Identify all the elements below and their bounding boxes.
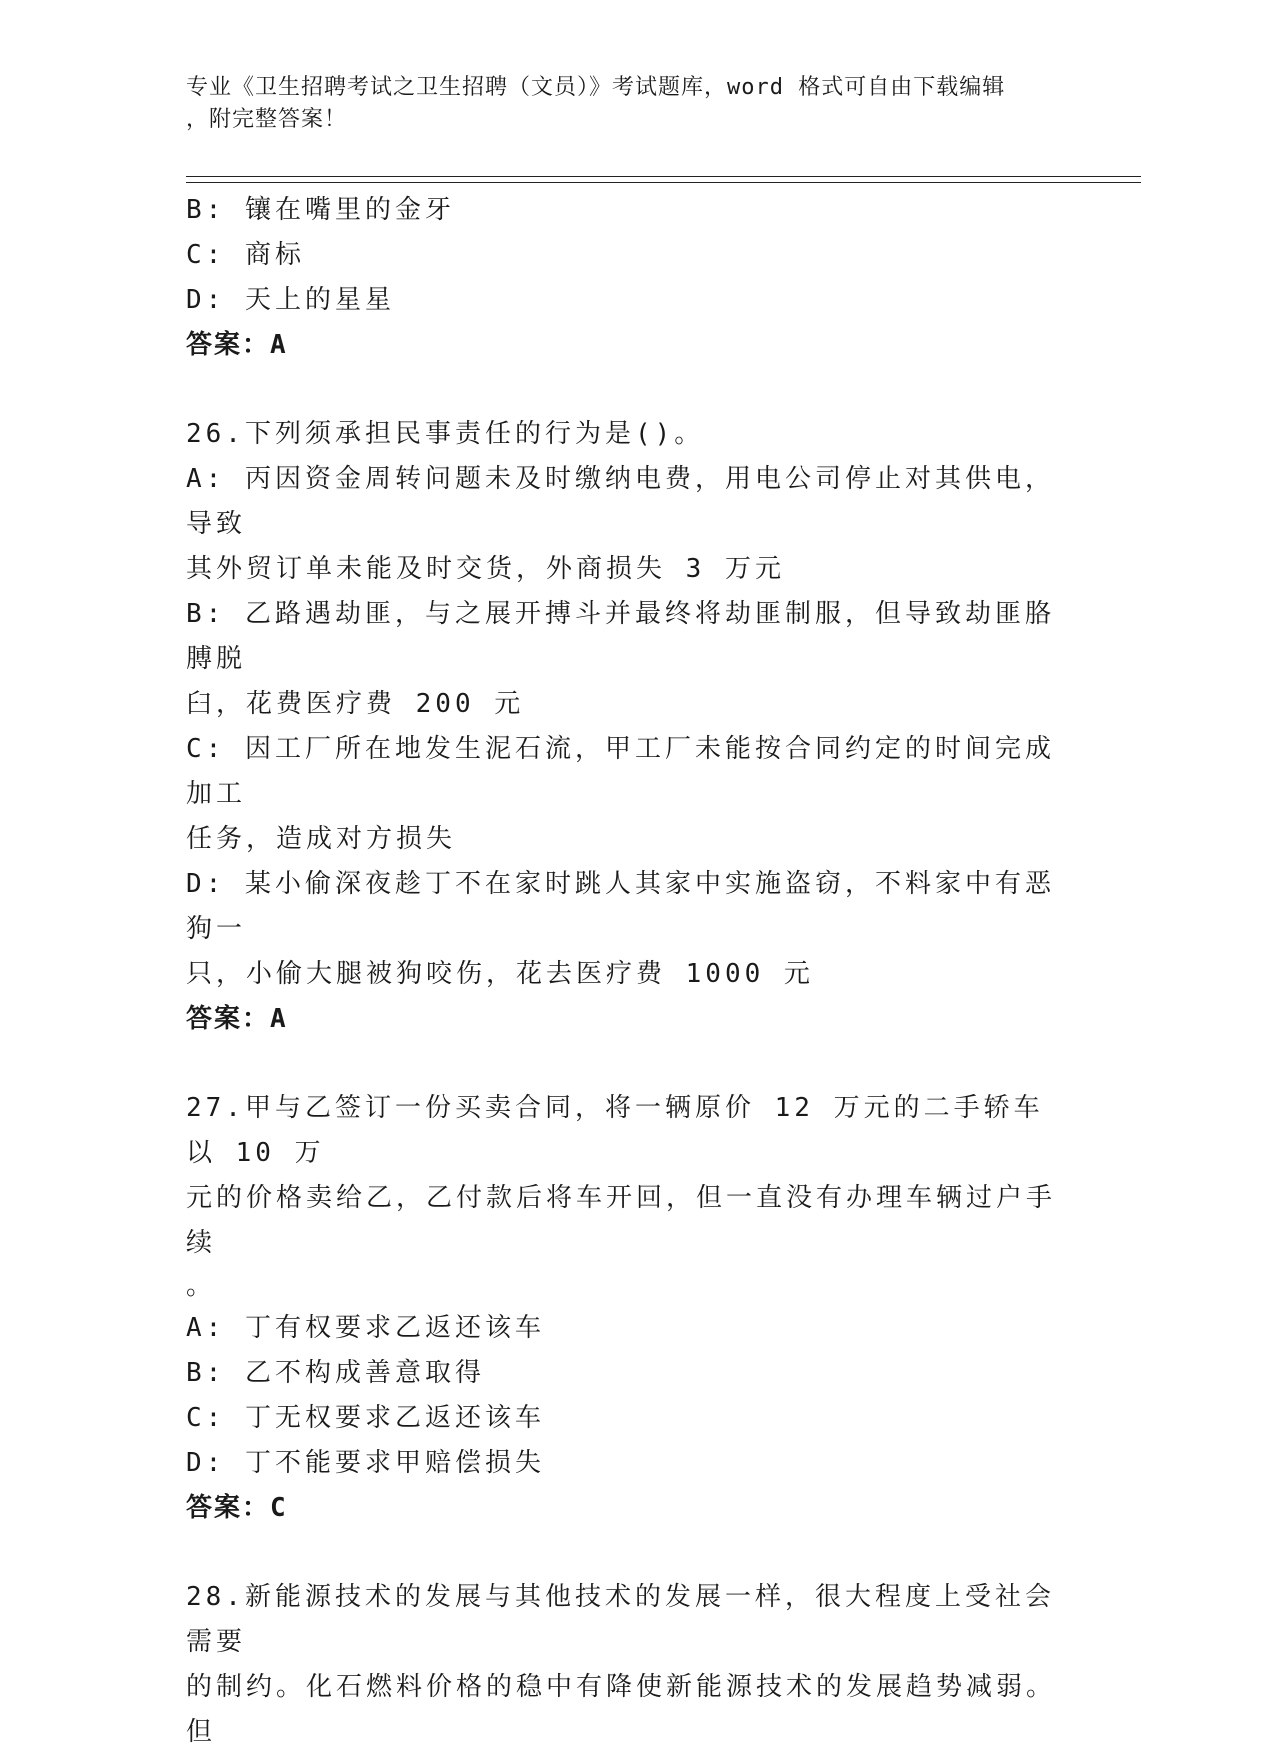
q25-option-b: B: 镶在嘴里的金牙 bbox=[186, 195, 455, 225]
q28-stem-line-1: 28.新能源技术的发展与其他技术的发展一样，很大程度上受社会需要 bbox=[186, 1582, 1055, 1657]
q25-option-c: C: 商标 bbox=[186, 240, 305, 270]
question-28-block bbox=[186, 1575, 1066, 1755]
question-25-block bbox=[186, 188, 1066, 368]
q26-option-a-line-2: 其外贸订单未能及时交货，外商损失 3 万元 bbox=[186, 554, 785, 584]
q27-option-d: D: 丁不能要求甲赔偿损失 bbox=[186, 1448, 545, 1478]
q26-option-c-line-2: 任务，造成对方损失 bbox=[186, 824, 457, 854]
q25-answer: 答案：A bbox=[186, 330, 288, 360]
question-27-block bbox=[186, 1086, 1066, 1531]
q27-answer: 答案：C bbox=[186, 1493, 288, 1523]
q27-option-b: B: 乙不构成善意取得 bbox=[186, 1358, 485, 1388]
spacer bbox=[186, 1042, 1066, 1086]
q26-option-d-line-1: D: 某小偷深夜趁丁不在家时跳人其家中实施盗窃，不料家中有恶狗一 bbox=[186, 869, 1055, 944]
question-26-block bbox=[186, 412, 1066, 1042]
q26-option-d-line-2: 只，小偷大腿被狗咬伤，花去医疗费 1000 元 bbox=[186, 959, 814, 989]
q27-stem-line-2: 元的价格卖给乙，乙付款后将车开回，但一直没有办理车辆过户手续 bbox=[186, 1183, 1057, 1258]
q26-stem: 26.下列须承担民事责任的行为是()。 bbox=[186, 419, 705, 449]
q26-option-c-line-1: C: 因工厂所在地发生泥石流，甲工厂未能按合同约定的时间完成加工 bbox=[186, 734, 1055, 809]
header-line-2: ，附完整答案！ bbox=[186, 107, 348, 132]
header-line-1: 专业《卫生招聘考试之卫生招聘（文员）》考试题库，word 格式可自由下载编辑 bbox=[186, 75, 1006, 100]
question-content bbox=[186, 188, 1066, 1755]
header-divider-bottom bbox=[186, 182, 1141, 183]
header-divider-top bbox=[186, 176, 1141, 177]
q26-option-a-line-1: A: 丙因资金周转问题未及时缴纳电费，用电公司停止对其供电，导致 bbox=[186, 464, 1055, 539]
q28-stem-line-2: 的制约。化石燃料价格的稳中有降使新能源技术的发展趋势减弱。但 bbox=[186, 1672, 1057, 1747]
q26-option-b-line-1: B: 乙路遇劫匪，与之展开搏斗并最终将劫匪制服，但导致劫匪胳膊脱 bbox=[186, 599, 1055, 674]
q25-option-d: D: 天上的星星 bbox=[186, 285, 395, 315]
q26-option-b-line-2: 臼，花费医疗费 200 元 bbox=[186, 689, 525, 719]
spacer bbox=[186, 1531, 1066, 1575]
q27-option-c: C: 丁无权要求乙返还该车 bbox=[186, 1403, 545, 1433]
q26-answer: 答案：A bbox=[186, 1004, 288, 1034]
q27-option-a: A: 丁有权要求乙返还该车 bbox=[186, 1313, 545, 1343]
spacer bbox=[186, 368, 1066, 412]
q27-stem-line-3: 。 bbox=[186, 1271, 217, 1301]
document-header bbox=[186, 72, 1066, 136]
q27-stem-line-1: 27.甲与乙签订一份买卖合同，将一辆原价 12 万元的二手轿车以 10 万 bbox=[186, 1093, 1044, 1168]
